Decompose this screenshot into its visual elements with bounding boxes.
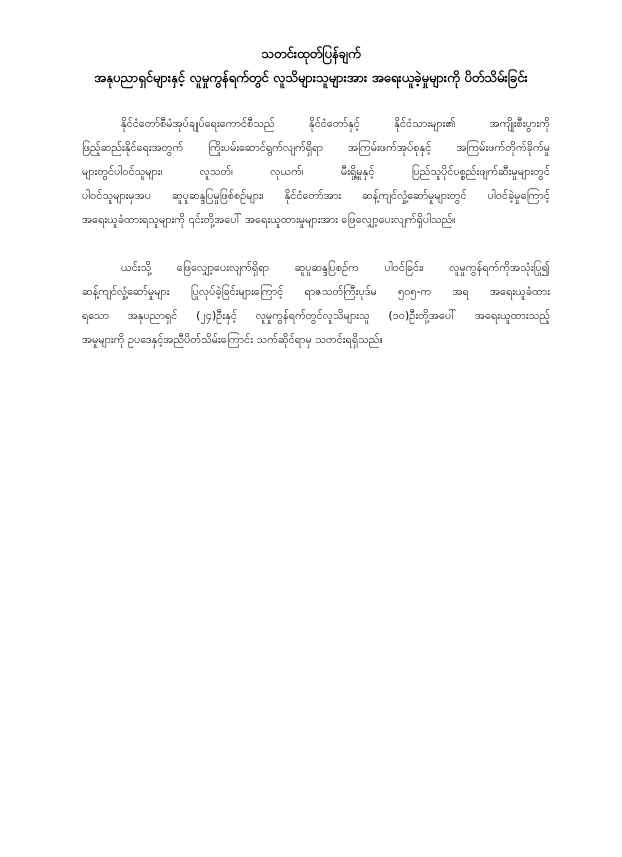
paragraph-line: ပါဝင်သူများမှအပ ဆူပူဆန္ဒပြမှုဖြစ်စဉ်များ၊ နိုင်ငံတော်အား ဆန့်ကျင်လှုံ့ဆော်မှုများတွင် ပါဝင်ခဲ့မှုကြောင့် xyxy=(82,189,550,202)
paragraph-line: ဆန့်ကျင်လှုံ့ဆော်မှုများ ပြုလုပ်ခဲ့ခြင်းများကြောင့် ရာဇသတ်ကြီးပုဒ်မ ၅၀၅-က အရ အရေးယူခံထား xyxy=(82,285,550,298)
paragraph-line: ဖြည့်ဆည်းနိုင်ရေးအတွက် ကြိုးပမ်းဆောင်ရွက်လျက်ရှိရာ အကြမ်းဖက်အုပ်စုနှင့် အကြမ်းဖက်တိုက်ခိုက်မှု xyxy=(82,141,550,154)
document-subtitle: အနုပညာရှင်များနှင့် လူမှုကွန်ရက်တွင် လူသိများသူများအား အရေးယူခဲ့မှုများကို ပိတ်သိမ်းခြင်း xyxy=(94,71,528,86)
paragraph-line: ရသော အနုပညာရှင် (၂၄)ဦးနှင့် လူမှုကွန်ရက်တွင်လူသိများသူ (၁၀)ဦးတို့အပေါ် အရေးယူထားသည့် xyxy=(82,309,550,322)
paragraph-2 xyxy=(82,256,550,352)
paragraph-line: ယင်းသို့ ဖြေလျှော့ပေးလျက်ရှိရာ ဆူပူဆန္ဒပြစဉ်က ပါဝင်ခြင်း၊ လူမှုကွန်ရက်ကိုအသုံးပြု၍ xyxy=(121,261,550,274)
document-title: သတင်းထုတ်ပြန်ချက် xyxy=(261,47,361,62)
paragraph-line: များတွင်ပါဝင်သူများ၊ လူသတ်၊ လုယက်၊ မီးရှို့မှုနှင့် ပြည်သူပိုင်ပစ္စည်းဖျက်ဆီးမှုများတွင် xyxy=(82,165,550,178)
paragraph-line: နိုင်ငံတော်စီမံအုပ်ချုပ်ရေးကောင်စီသည် နိုင်ငံတော်နှင့် နိုင်ငံသားများ၏ အကျိုးစီးပွားကို xyxy=(121,117,550,130)
paragraph-1 xyxy=(82,112,550,232)
paragraph-line: အမှုများကို ဥပဒေနှင့်အညီပိတ်သိမ်းကြောင်း သက်ဆိုင်ရာမှ သတင်းရရှိသည်။ xyxy=(82,333,383,346)
paragraph-line: အရေးယူခံထားရသူများကို ၎င်းတို့အပေါ် အရေးယူထားမှုများအား ဖြေလျှော့ပေးလျက်ရှိပါသည်။ xyxy=(82,213,456,226)
